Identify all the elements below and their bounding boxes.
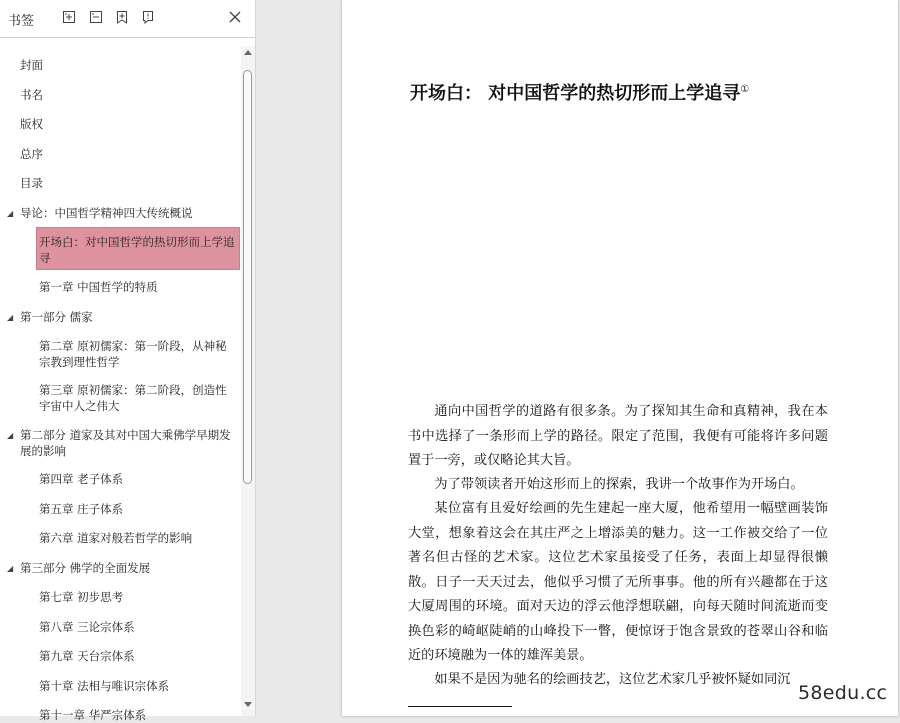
chapter-title: 开场白： 对中国哲学的热切形而上学追寻① xyxy=(410,83,750,104)
bookmark-item[interactable]: 第一章 中国哲学的特质 xyxy=(39,280,158,294)
bookmark-item[interactable]: 封面 xyxy=(20,58,43,72)
bookmark-panel xyxy=(0,0,256,722)
expand-toggle-icon[interactable]: ◢ xyxy=(7,431,14,440)
panel-title: 书签 xyxy=(8,14,35,29)
expand-all-icon[interactable] xyxy=(61,9,77,25)
scroll-thumb[interactable] xyxy=(243,70,252,484)
body-paragraph: 通向中国哲学的道路有很多条。为了探知其生命和真精神，我在本书中选择了一条形而上学的路径。限定了范围，我便有可能将许多问题置于一旁，或仅略论其大旨。 xyxy=(408,404,828,468)
bookmark-item[interactable]: 第六章 道家对般若哲学的影响 xyxy=(39,531,193,545)
bookmark-item[interactable]: 第七章 初步思考 xyxy=(39,590,124,604)
bookmark-item[interactable]: 第十章 法相与唯识宗体系 xyxy=(39,679,170,693)
scroll-down-arrow-icon[interactable] xyxy=(244,702,252,707)
bookmark-item[interactable]: 版权 xyxy=(20,117,43,131)
footnote-rule xyxy=(408,706,512,707)
bookmark-item[interactable]: 第三部分 佛学的全面发展 xyxy=(20,561,151,575)
expand-toggle-icon[interactable]: ◢ xyxy=(7,313,14,322)
bookmark-item[interactable]: 总序 xyxy=(20,147,43,161)
bookmark-item[interactable]: 目录 xyxy=(20,176,43,190)
bookmark-item[interactable]: 第二部分 道家及其对中国大乘佛学早期发展的影响 xyxy=(20,428,231,458)
watermark: 58edu.cc xyxy=(798,682,888,704)
close-icon[interactable] xyxy=(227,9,243,25)
body-paragraph: 某位富有且爱好绘画的先生建起一座大厦，他希望用一幅壁画装饰大堂，想象着这会在其庄严之上增添美的魅力。这一工作被交给了一位著名但古怪的艺术家。这位艺术家虽接受了任务，表面上却显得很懒散。日子一天天过去，他似乎习惯了无所事事。他的所有兴趣都在于这大厦周围的环境。面对天边的浮云他浮想联翩，向每天随时间流逝而变换色彩的崎岖陡峭的山峰投下一瞥，便惊讶于饱含景致的苍翠山谷和临近的环境融为一体的雄浑美景。 xyxy=(408,501,828,663)
panel-scrollbar[interactable] xyxy=(241,46,255,716)
panel-header xyxy=(0,0,255,38)
bookmark-item[interactable]: 第四章 老子体系 xyxy=(39,472,124,486)
bookmark-item[interactable]: 第八章 三论宗体系 xyxy=(39,620,135,634)
bookmark-item[interactable]: 第十一章 华严宗体系 xyxy=(39,708,147,722)
bookmark-item-selected[interactable]: 开场白：对中国哲学的热切形而上学追寻 xyxy=(39,235,235,265)
bookmark-item[interactable]: 第九章 天台宗体系 xyxy=(39,649,135,663)
bookmark-item[interactable]: 导论：中国哲学精神四大传统概说 xyxy=(20,206,193,220)
bookmark-item[interactable]: 第一部分 儒家 xyxy=(20,310,93,324)
footnote-marker[interactable]: ① xyxy=(740,84,750,95)
scroll-up-arrow-icon[interactable] xyxy=(244,50,252,55)
body-paragraph: 如果不是因为驰名的绘画技艺，这位艺术家几乎被怀疑如同沉 xyxy=(434,672,791,687)
bookmark-properties-icon[interactable] xyxy=(140,9,156,25)
expand-toggle-icon[interactable]: ◢ xyxy=(7,564,14,573)
expand-toggle-icon[interactable]: ◢ xyxy=(7,209,14,218)
bookmark-item[interactable]: 第三章 原初儒家：第二阶段，创造性宇宙中人之伟大 xyxy=(39,383,227,413)
document-page xyxy=(342,0,898,716)
add-bookmark-icon[interactable] xyxy=(114,9,130,25)
bookmark-item[interactable]: 第五章 庄子体系 xyxy=(39,502,124,516)
bookmark-item[interactable]: 书名 xyxy=(20,88,43,102)
bookmark-item[interactable]: 第二章 原初儒家：第一阶段，从神秘宗教到理性哲学 xyxy=(39,339,227,369)
body-paragraph: 为了带领读者开始这形而上的探索，我讲一个故事作为开场白。 xyxy=(434,477,804,492)
collapse-all-icon[interactable] xyxy=(88,9,104,25)
